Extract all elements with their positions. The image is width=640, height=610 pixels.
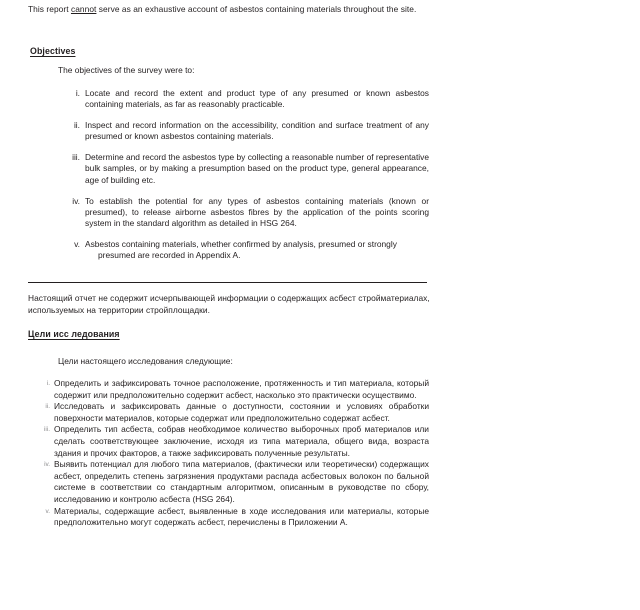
list-item-text: Locate and record the extent and product type of any presumed or known asbestos containing materials, as far as reasonably practicable. [85,88,429,110]
list-item [43,424,429,459]
list-item [46,378,429,401]
russian-objectives-intro: Цели настоящего исследования следующие: [58,356,233,366]
list-item [75,88,429,111]
list-item [74,238,429,262]
russian-objectives-list [43,378,429,529]
disclaimer-prefix: This report [28,4,71,14]
list-item-text: Материалы, содержащие асбест, выявленные в ходе исследования или материалы, которые предположительно могут содержать асбест, перечислены в Приложении А. [54,505,429,528]
list-item [44,459,429,505]
list-marker: ii. [45,403,50,411]
list-item-text: Определить тип асбеста, собрав необходимое количество выборочных проб материалов или сделать соответствующее заключение, исходя из типа материала, общего вида, возраста здания и прочих факторов, а также зафиксировать полученные результаты. [54,424,429,458]
english-disclaimer-paragraph [28,4,442,16]
objectives-list [72,88,429,271]
list-marker: iv. [72,195,80,206]
list-item-text: Определить и зафиксировать точное расположение, протяженность и тип материала, который содержит или предположительно содержит асбест, насколько это практически осуществимо. [54,378,429,400]
list-item-text: Inspect and record information on the accessibility, condition and surface treatment of any presumed or known asbestos containing materials. [85,120,429,142]
disclaimer-emphasis-cannot: cannot [70,4,97,14]
list-item [45,505,429,529]
russian-disclaimer-paragraph: Настоящий отчет не содержит исчерпывающей информации о содержащих асбест стройматериалах, используемых на территории стройплощадки. [28,293,430,315]
list-marker: v. [74,238,80,249]
disclaimer-suffix: serve as an exhaustive account of asbestos containing materials throughout the site. [96,4,417,14]
russian-objectives-heading: Цели исс ледования [28,329,120,339]
list-marker: ii. [73,120,80,131]
list-marker: i. [46,380,50,387]
list-marker: i. [75,88,80,98]
list-marker: iv. [44,461,50,469]
list-item [72,195,429,230]
list-item-text: Asbestos containing materials, whether confirmed by analysis, presumed or strongly presumed are recorded in Appendix A. [85,238,397,261]
objectives-heading: Objectives [30,46,76,56]
list-item [72,152,429,186]
objectives-intro: The objectives of the survey were to: [58,65,195,75]
section-divider [28,282,427,283]
list-item-text: To establish the potential for any types of asbestos containing materials (known or presumed), to release airborne asbestos fibres by the application of the points scoring system in the standard algorithm as detailed in HSG 264. [85,195,429,229]
list-item [73,120,429,143]
list-item-text: Исследовать и зафиксировать данные о доступности, состоянии и условиях обработки поверхности материалов, которые содержат или предположительно содержат асбест. [54,401,429,423]
list-item [45,401,429,424]
list-marker: iii. [43,426,50,434]
list-marker: iii. [72,152,80,163]
list-item-text: Determine and record the asbestos type by collecting a reasonable number of representative bulk samples, or by making a presumption based on the product type, general appearance, age of building etc. [85,152,429,185]
list-item-text: Выявить потенциал для любого типа материалов, (фактически или теоретически) содержащих асбест, определить степень загрязнения продуктами распада асбестовых волокон по бальной системе в соответствии со стандартным алгоритмом, описанным в руководстве по сбору, исследованию и контролю асбеста (HSG 264). [54,459,429,504]
list-marker: v. [45,507,50,515]
